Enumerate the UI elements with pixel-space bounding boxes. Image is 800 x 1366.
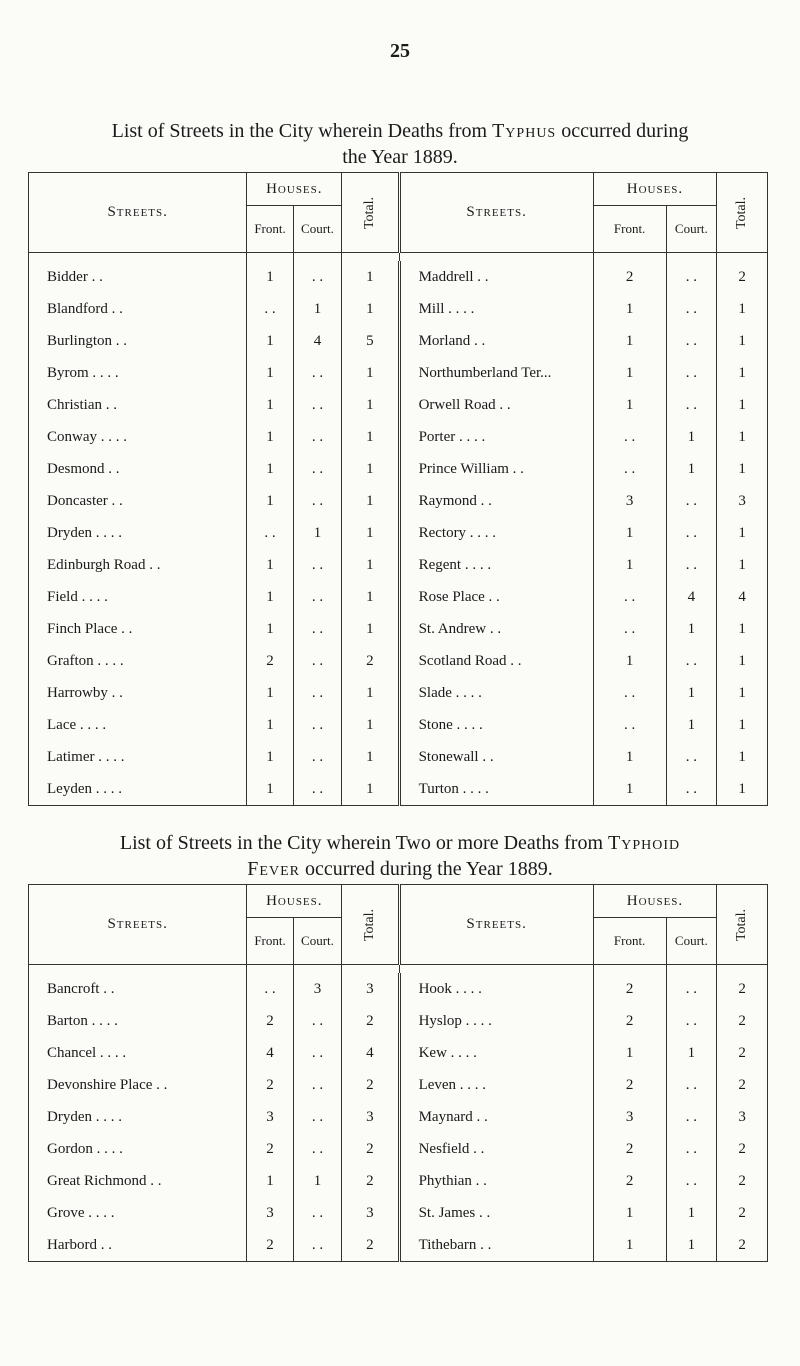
houses-header: Houses.: [247, 885, 342, 918]
front-header: Front.: [247, 918, 293, 965]
table-row: [29, 453, 768, 485]
street-name-cell: Turton . . . .: [399, 773, 593, 806]
total-header: Total.: [717, 885, 768, 965]
typhoid-table: [28, 884, 768, 1262]
court-count-cell: 4: [293, 325, 342, 357]
total-count-cell: 3: [342, 973, 399, 1005]
total-header: Total.: [342, 173, 399, 253]
street-name-cell: Blandford . .: [29, 293, 247, 325]
street-name-cell: Bidder . .: [29, 261, 247, 293]
street-name-cell: Dryden . . . .: [29, 517, 247, 549]
court-count-cell: . .: [666, 1101, 717, 1133]
front-header: Front.: [593, 206, 666, 253]
court-count-cell: . .: [666, 517, 717, 549]
court-count-cell: 4: [666, 581, 717, 613]
court-count-cell: 1: [666, 1229, 717, 1262]
street-name-cell: Prince William . .: [399, 453, 593, 485]
street-name-cell: St. Andrew . .: [399, 613, 593, 645]
table-row: [29, 261, 768, 293]
total-count-cell: 1: [342, 549, 399, 581]
front-count-cell: 1: [593, 1037, 666, 1069]
typhus-table: [28, 172, 768, 806]
total-count-cell: 3: [717, 1101, 768, 1133]
table-row: [29, 485, 768, 517]
front-count-cell: 2: [247, 1133, 293, 1165]
court-count-cell: 1: [293, 293, 342, 325]
table-row: [29, 549, 768, 581]
court-count-cell: . .: [666, 549, 717, 581]
court-count-cell: . .: [293, 549, 342, 581]
total-count-cell: 1: [717, 421, 768, 453]
total-count-cell: 2: [342, 1229, 399, 1262]
street-name-cell: Harbord . .: [29, 1229, 247, 1262]
street-name-cell: Grove . . . .: [29, 1197, 247, 1229]
front-count-cell: 2: [247, 1005, 293, 1037]
typhus-title-line1: List of Streets in the City wherein Deaths from Typhus occurred during: [111, 120, 689, 142]
court-count-cell: . .: [666, 1069, 717, 1101]
front-count-cell: 1: [247, 773, 293, 806]
total-count-cell: 2: [342, 1005, 399, 1037]
total-count-cell: 1: [342, 421, 399, 453]
typhus-title: [40, 118, 760, 170]
court-count-cell: . .: [293, 485, 342, 517]
court-count-cell: . .: [666, 973, 717, 1005]
court-count-cell: 1: [293, 1165, 342, 1197]
houses-header: Houses.: [593, 885, 717, 918]
court-count-cell: . .: [293, 645, 342, 677]
court-header: Court.: [293, 918, 342, 965]
total-count-cell: 1: [717, 293, 768, 325]
front-count-cell: 1: [593, 1229, 666, 1262]
court-count-cell: . .: [293, 1037, 342, 1069]
table-row: [29, 421, 768, 453]
table-row: [29, 1005, 768, 1037]
front-count-cell: . .: [593, 421, 666, 453]
street-name-cell: Orwell Road . .: [399, 389, 593, 421]
court-header: Court.: [666, 918, 717, 965]
front-count-cell: . .: [593, 709, 666, 741]
front-count-cell: 1: [593, 773, 666, 806]
table-row: [29, 1165, 768, 1197]
total-count-cell: 1: [717, 453, 768, 485]
court-count-cell: . .: [666, 1133, 717, 1165]
total-count-cell: 1: [717, 357, 768, 389]
front-count-cell: 1: [593, 517, 666, 549]
typhoid-disease-name: Typhoid: [608, 832, 681, 854]
front-count-cell: 2: [247, 1229, 293, 1262]
street-name-cell: Burlington . .: [29, 325, 247, 357]
street-name-cell: Porter . . . .: [399, 421, 593, 453]
page-number: 25: [390, 40, 410, 62]
total-count-cell: 4: [717, 581, 768, 613]
court-count-cell: . .: [666, 357, 717, 389]
total-header: Total.: [342, 885, 399, 965]
court-count-cell: . .: [666, 261, 717, 293]
front-count-cell: 1: [247, 485, 293, 517]
typhoid-title-line2: Fever occurred during the Year 1889.: [247, 858, 553, 880]
court-count-cell: . .: [293, 389, 342, 421]
front-count-cell: 2: [593, 1133, 666, 1165]
total-count-cell: 2: [342, 1069, 399, 1101]
front-count-cell: . .: [247, 517, 293, 549]
total-count-cell: 2: [342, 1165, 399, 1197]
court-count-cell: . .: [666, 1005, 717, 1037]
street-name-cell: Scotland Road . .: [399, 645, 593, 677]
front-count-cell: . .: [593, 613, 666, 645]
court-count-cell: 3: [293, 973, 342, 1005]
front-count-cell: 1: [247, 613, 293, 645]
total-count-cell: 1: [342, 485, 399, 517]
street-name-cell: Rose Place . .: [399, 581, 593, 613]
total-count-cell: 3: [342, 1101, 399, 1133]
front-count-cell: 1: [593, 357, 666, 389]
court-header: Court.: [293, 206, 342, 253]
front-count-cell: 1: [247, 549, 293, 581]
front-count-cell: . .: [247, 293, 293, 325]
total-count-cell: 1: [342, 677, 399, 709]
street-name-cell: Morland . .: [399, 325, 593, 357]
front-count-cell: 3: [593, 1101, 666, 1133]
court-count-cell: . .: [666, 741, 717, 773]
total-count-cell: 1: [717, 677, 768, 709]
street-name-cell: Maddrell . .: [399, 261, 593, 293]
table-row: [29, 1197, 768, 1229]
total-count-cell: 1: [342, 581, 399, 613]
front-count-cell: 1: [593, 1197, 666, 1229]
street-name-cell: Slade . . . .: [399, 677, 593, 709]
front-count-cell: 1: [247, 1165, 293, 1197]
street-name-cell: Great Richmond . .: [29, 1165, 247, 1197]
street-name-cell: Tithebarn . .: [399, 1229, 593, 1262]
total-count-cell: 2: [342, 645, 399, 677]
streets-header: Streets.: [399, 173, 593, 253]
typhoid-title-line1: List of Streets in the City wherein Two or more Deaths from Typhoid: [119, 832, 681, 854]
table-row: [29, 645, 768, 677]
street-name-cell: Chancel . . . .: [29, 1037, 247, 1069]
court-count-cell: 1: [666, 677, 717, 709]
table-row: [29, 325, 768, 357]
street-name-cell: Edinburgh Road . .: [29, 549, 247, 581]
front-count-cell: 1: [247, 453, 293, 485]
front-count-cell: 1: [593, 325, 666, 357]
front-count-cell: 1: [247, 581, 293, 613]
total-count-cell: 1: [342, 517, 399, 549]
front-count-cell: 1: [247, 741, 293, 773]
front-count-cell: 1: [593, 741, 666, 773]
total-count-cell: 1: [717, 549, 768, 581]
total-count-cell: 1: [717, 741, 768, 773]
table-row: [29, 389, 768, 421]
court-count-cell: 1: [666, 421, 717, 453]
front-count-cell: 2: [247, 645, 293, 677]
court-count-cell: . .: [293, 453, 342, 485]
street-name-cell: Raymond . .: [399, 485, 593, 517]
street-name-cell: Nesfield . .: [399, 1133, 593, 1165]
court-count-cell: 1: [666, 1197, 717, 1229]
table-row: [29, 517, 768, 549]
houses-header: Houses.: [593, 173, 717, 206]
front-count-cell: . .: [593, 677, 666, 709]
total-count-cell: 1: [717, 613, 768, 645]
total-count-cell: 2: [717, 1197, 768, 1229]
street-name-cell: Latimer . . . .: [29, 741, 247, 773]
street-name-cell: Gordon . . . .: [29, 1133, 247, 1165]
front-count-cell: 1: [247, 389, 293, 421]
table-row: [29, 709, 768, 741]
total-count-cell: 2: [717, 1069, 768, 1101]
street-name-cell: Lace . . . .: [29, 709, 247, 741]
court-count-cell: . .: [293, 741, 342, 773]
front-count-cell: 1: [247, 357, 293, 389]
total-count-cell: 3: [342, 1197, 399, 1229]
court-count-cell: . .: [666, 389, 717, 421]
street-name-cell: Harrowby . .: [29, 677, 247, 709]
street-name-cell: Hyslop . . . .: [399, 1005, 593, 1037]
front-count-cell: . .: [593, 581, 666, 613]
court-count-cell: . .: [293, 357, 342, 389]
total-count-cell: 3: [717, 485, 768, 517]
court-count-cell: . .: [666, 1165, 717, 1197]
street-name-cell: Barton . . . .: [29, 1005, 247, 1037]
street-name-cell: Dryden . . . .: [29, 1101, 247, 1133]
street-name-cell: Regent . . . .: [399, 549, 593, 581]
street-name-cell: Doncaster . .: [29, 485, 247, 517]
streets-header: Streets.: [399, 885, 593, 965]
total-count-cell: 1: [342, 293, 399, 325]
table-row: [29, 293, 768, 325]
street-name-cell: Stone . . . .: [399, 709, 593, 741]
court-count-cell: . .: [293, 421, 342, 453]
table-row: [29, 773, 768, 806]
front-count-cell: 1: [247, 261, 293, 293]
table-row: [29, 357, 768, 389]
total-count-cell: 2: [717, 1133, 768, 1165]
total-count-cell: 1: [342, 613, 399, 645]
front-count-cell: 1: [247, 421, 293, 453]
total-count-cell: 1: [717, 517, 768, 549]
court-count-cell: . .: [293, 1005, 342, 1037]
street-name-cell: Field . . . .: [29, 581, 247, 613]
total-count-cell: 5: [342, 325, 399, 357]
table-row: [29, 1037, 768, 1069]
front-count-cell: 1: [593, 549, 666, 581]
total-count-cell: 1: [342, 741, 399, 773]
street-name-cell: Stonewall . .: [399, 741, 593, 773]
total-count-cell: 1: [717, 773, 768, 806]
court-count-cell: 1: [666, 613, 717, 645]
front-count-cell: 1: [247, 677, 293, 709]
court-count-cell: . .: [293, 1101, 342, 1133]
court-count-cell: . .: [666, 773, 717, 806]
streets-header: Streets.: [29, 885, 247, 965]
court-count-cell: . .: [666, 485, 717, 517]
street-name-cell: Grafton . . . .: [29, 645, 247, 677]
total-count-cell: 1: [717, 389, 768, 421]
court-count-cell: . .: [666, 293, 717, 325]
street-name-cell: St. James . .: [399, 1197, 593, 1229]
typhus-title-line2: the Year 1889.: [342, 146, 458, 168]
front-count-cell: 3: [247, 1101, 293, 1133]
front-count-cell: . .: [247, 973, 293, 1005]
street-name-cell: Kew . . . .: [399, 1037, 593, 1069]
front-count-cell: 1: [593, 293, 666, 325]
court-count-cell: . .: [293, 1133, 342, 1165]
court-count-cell: . .: [293, 261, 342, 293]
court-count-cell: 1: [666, 1037, 717, 1069]
front-count-cell: 1: [247, 325, 293, 357]
table-row: [29, 581, 768, 613]
court-count-cell: . .: [293, 1229, 342, 1262]
street-name-cell: Desmond . .: [29, 453, 247, 485]
total-count-cell: 2: [717, 261, 768, 293]
court-count-cell: . .: [293, 1197, 342, 1229]
street-name-cell: Maynard . .: [399, 1101, 593, 1133]
front-count-cell: 4: [247, 1037, 293, 1069]
total-count-cell: 1: [342, 389, 399, 421]
front-count-cell: 2: [593, 1005, 666, 1037]
front-count-cell: 3: [247, 1197, 293, 1229]
total-count-cell: 1: [342, 261, 399, 293]
table-row: [29, 741, 768, 773]
typhoid-title: [40, 830, 760, 882]
court-count-cell: . .: [666, 645, 717, 677]
typhoid-rows: [29, 973, 768, 1262]
court-count-cell: 1: [293, 517, 342, 549]
front-count-cell: 1: [593, 645, 666, 677]
front-count-cell: 2: [247, 1069, 293, 1101]
court-count-cell: . .: [293, 677, 342, 709]
total-count-cell: 1: [342, 773, 399, 806]
front-count-cell: . .: [593, 453, 666, 485]
street-name-cell: Byrom . . . .: [29, 357, 247, 389]
street-name-cell: Rectory . . . .: [399, 517, 593, 549]
total-count-cell: 1: [717, 325, 768, 357]
table-row: [29, 1229, 768, 1262]
street-name-cell: Devonshire Place . .: [29, 1069, 247, 1101]
front-header: Front.: [247, 206, 293, 253]
street-name-cell: Finch Place . .: [29, 613, 247, 645]
total-count-cell: 2: [717, 1005, 768, 1037]
court-count-cell: . .: [293, 613, 342, 645]
total-count-cell: 1: [342, 709, 399, 741]
street-name-cell: Conway . . . .: [29, 421, 247, 453]
table-row: [29, 973, 768, 1005]
table-row: [29, 1101, 768, 1133]
total-header: Total.: [717, 173, 768, 253]
street-name-cell: Northumberland Ter...: [399, 357, 593, 389]
street-name-cell: Hook . . . .: [399, 973, 593, 1005]
front-count-cell: 2: [593, 261, 666, 293]
table-row: [29, 1069, 768, 1101]
front-count-cell: 2: [593, 973, 666, 1005]
front-count-cell: 2: [593, 1165, 666, 1197]
front-header: Front.: [593, 918, 666, 965]
front-count-cell: 1: [593, 389, 666, 421]
table-row: [29, 1133, 768, 1165]
streets-header: Streets.: [29, 173, 247, 253]
street-name-cell: Leyden . . . .: [29, 773, 247, 806]
court-count-cell: 1: [666, 453, 717, 485]
houses-header: Houses.: [247, 173, 342, 206]
total-count-cell: 2: [717, 973, 768, 1005]
court-header: Court.: [666, 206, 717, 253]
total-count-cell: 2: [717, 1037, 768, 1069]
total-count-cell: 1: [342, 357, 399, 389]
street-name-cell: Bancroft . .: [29, 973, 247, 1005]
street-name-cell: Mill . . . .: [399, 293, 593, 325]
court-count-cell: . .: [293, 709, 342, 741]
court-count-cell: . .: [666, 325, 717, 357]
front-count-cell: 3: [593, 485, 666, 517]
total-count-cell: 2: [717, 1229, 768, 1262]
total-count-cell: 2: [717, 1165, 768, 1197]
total-count-cell: 2: [342, 1133, 399, 1165]
street-name-cell: Leven . . . .: [399, 1069, 593, 1101]
street-name-cell: Phythian . .: [399, 1165, 593, 1197]
court-count-cell: 1: [666, 709, 717, 741]
court-count-cell: . .: [293, 1069, 342, 1101]
total-count-cell: 1: [342, 453, 399, 485]
court-count-cell: . .: [293, 773, 342, 806]
total-count-cell: 1: [717, 709, 768, 741]
table-row: [29, 613, 768, 645]
total-count-cell: 4: [342, 1037, 399, 1069]
typhus-disease-name: Typhus: [492, 120, 557, 142]
court-count-cell: . .: [293, 581, 342, 613]
table-row: [29, 677, 768, 709]
typhus-rows: [29, 261, 768, 806]
front-count-cell: 1: [247, 709, 293, 741]
total-count-cell: 1: [717, 645, 768, 677]
street-name-cell: Christian . .: [29, 389, 247, 421]
front-count-cell: 2: [593, 1069, 666, 1101]
